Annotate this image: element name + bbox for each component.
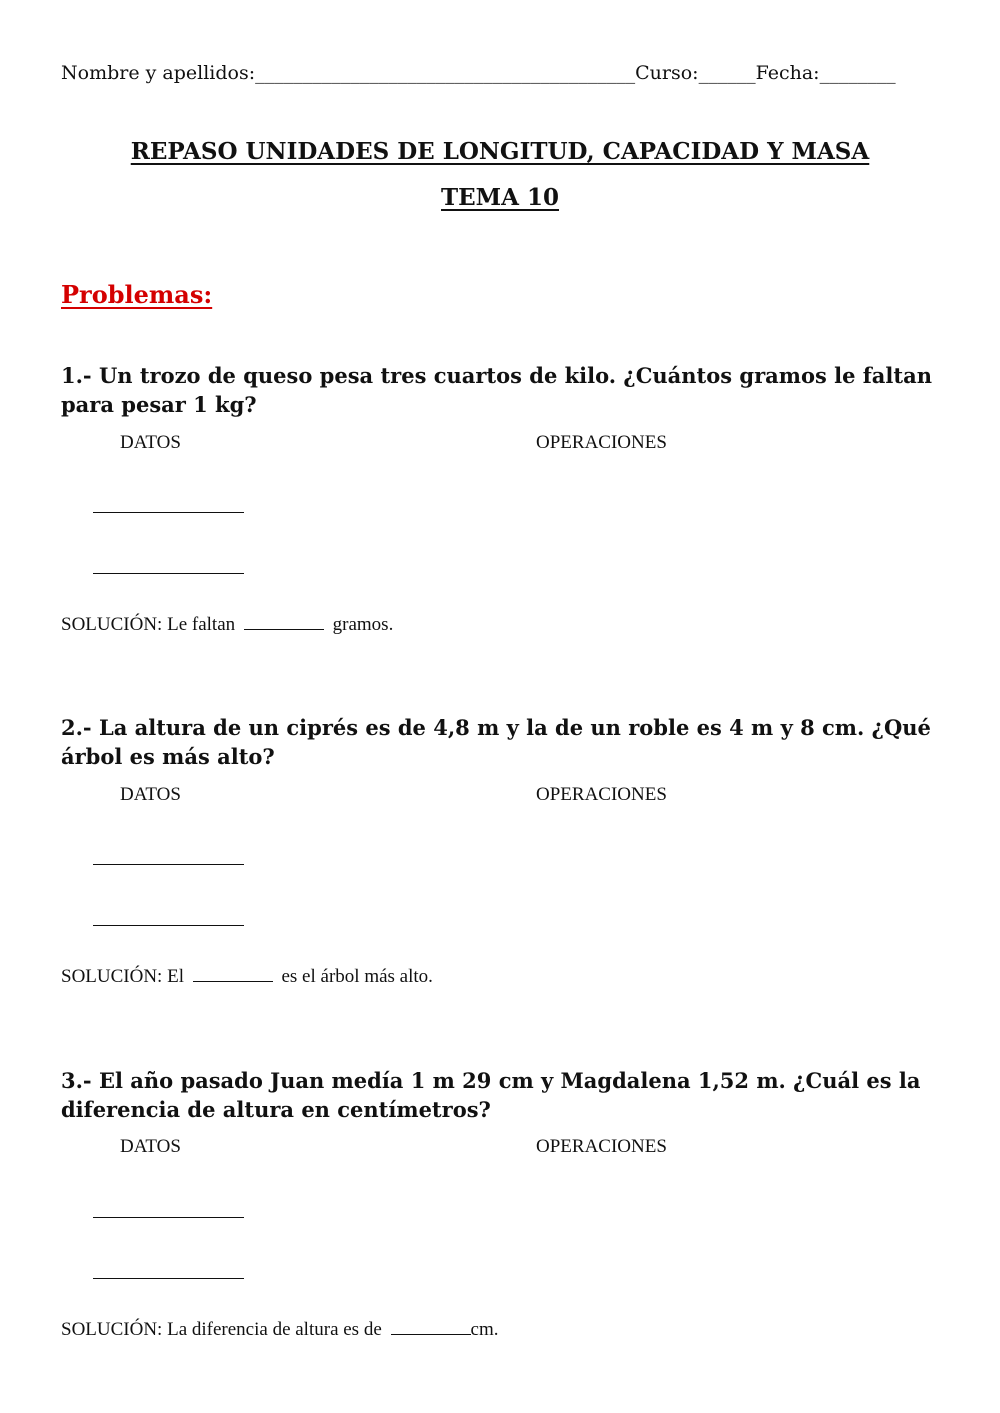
problem-2-solution-prefix: SOLUCIÓN: El: [61, 966, 184, 987]
problem-1-solution-suffix: gramos.: [332, 614, 394, 635]
problem-2-operaciones-label: OPERACIONES: [536, 784, 667, 805]
problem-3-operaciones-label: OPERACIONES: [536, 1136, 667, 1157]
problem-1-question: 1.- Un trozo de queso pesa tres cuartos de kilo. ¿Cuántos gramos le faltan para pesar 1 kg?: [61, 363, 932, 417]
header-line: [61, 62, 896, 84]
date-field[interactable]: ________: [819, 62, 896, 84]
problem-2-datos-blank-2[interactable]: [93, 925, 244, 926]
problem-2-solution-blank[interactable]: [193, 980, 273, 982]
problem-2-solution: [61, 966, 433, 988]
name-label: Nombre y apellidos:: [61, 62, 256, 84]
problem-3-solution: [61, 1319, 498, 1341]
problem-3-datos-blank-1[interactable]: [93, 1217, 244, 1218]
problem-1-datos-label: DATOS: [120, 432, 181, 453]
course-label: Curso:: [635, 62, 699, 84]
page-subtitle: TEMA 10: [441, 184, 559, 211]
course-field[interactable]: ______: [698, 62, 756, 84]
problem-2-question: 2.- La altura de un ciprés es de 4,8 m y la de un roble es 4 m y 8 cm. ¿Qué árbol es más alto?: [61, 715, 931, 769]
problem-3-datos-label: DATOS: [120, 1136, 181, 1157]
problem-1-solution-prefix: SOLUCIÓN: Le faltan: [61, 614, 236, 635]
problem-1-operaciones-label: OPERACIONES: [536, 432, 667, 453]
problem-2-solution-suffix: es el árbol más alto.: [281, 966, 433, 987]
problem-1-solution: [61, 614, 393, 636]
problem-1-datos-blank-2[interactable]: [93, 573, 244, 574]
date-label: Fecha:: [755, 62, 820, 84]
problem-1-solution-blank[interactable]: [244, 628, 324, 630]
problem-3-datos-blank-2[interactable]: [93, 1278, 244, 1279]
page-title: REPASO UNIDADES DE LONGITUD, CAPACIDAD Y MASA: [130, 138, 870, 165]
problem-2-datos-label: DATOS: [120, 784, 181, 805]
problem-1-datos-blank-1[interactable]: [93, 512, 244, 513]
name-field[interactable]: ________________________________________: [255, 62, 636, 84]
problem-2-datos-blank-1[interactable]: [93, 864, 244, 865]
section-heading: Problemas:: [61, 280, 213, 309]
problem-3-solution-suffix: cm.: [470, 1319, 499, 1340]
problem-3-question: 3.- El año pasado Juan medía 1 m 29 cm y Magdalena 1,52 m. ¿Cuál es la diferencia de altura en centímetros?: [61, 1068, 921, 1122]
problem-3-solution-blank[interactable]: [391, 1333, 471, 1335]
problem-3-solution-prefix: SOLUCIÓN: La diferencia de altura es de: [61, 1319, 382, 1340]
